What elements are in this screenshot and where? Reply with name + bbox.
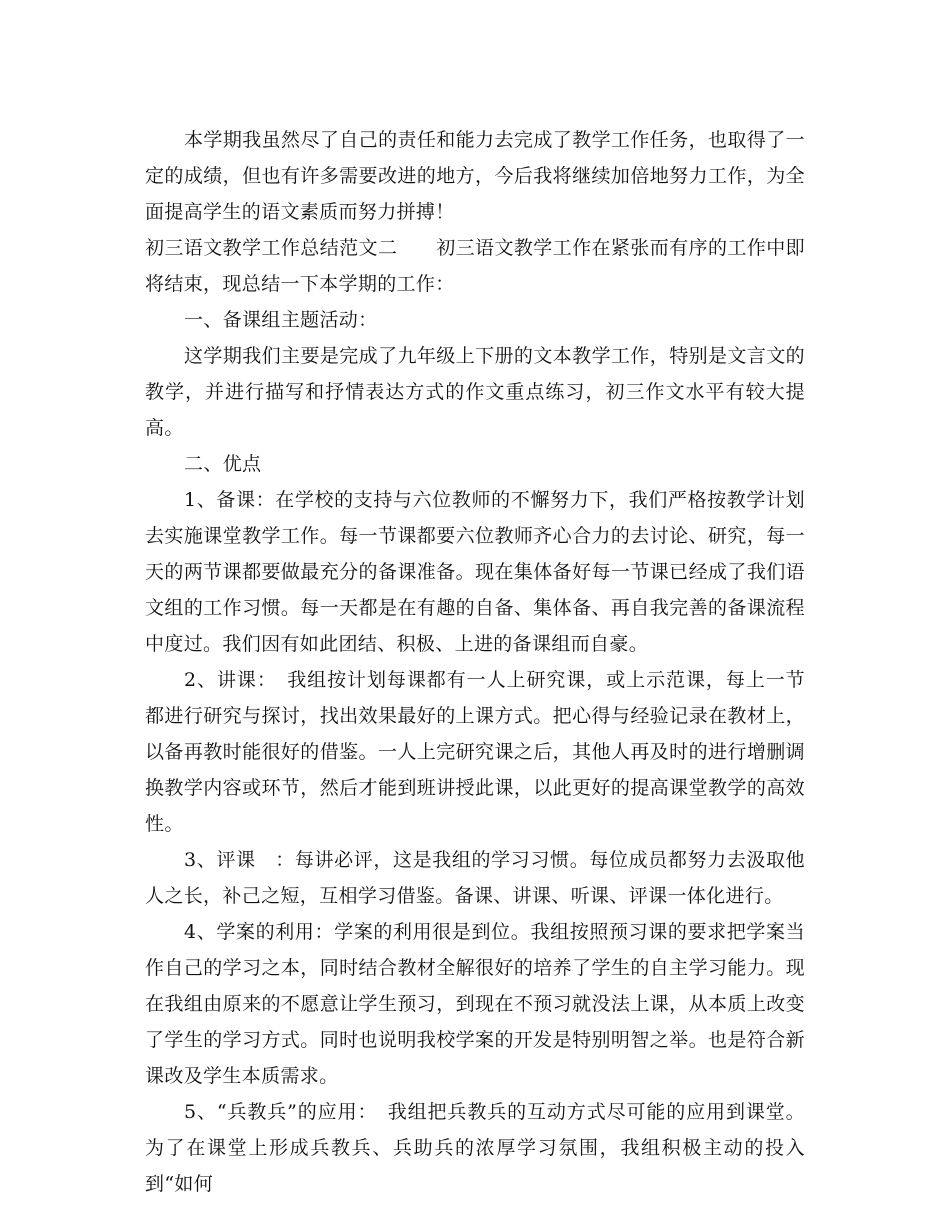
paragraph-lesson-preparation: 1、备课：在学校的支持与六位教师的不懈努力下，我们严格按教学计划去实施课堂教学工作。每一节课都要六位教师齐心合力的去讨论、研究，每一天的两节课都要做最充分的备课准备。现在集体备好每一节课已经成了我们语文组的工作习惯。每一天都是在有趣的自备、集体备、再自我完善的备课流程中度过。我们因有如此团结、积极、上进的备课组而自豪。 [145,489,805,655]
paragraph-lesson-evaluation: 3、评课 ：每讲必评，这是我组的学习习惯。每位成员都努力去汲取他人之长，补己之短，互相学习借鉴。备课、讲课、听课、评课一体化进行。 [145,849,805,907]
paragraph-semester-work: 这学期我们主要是完成了九年级上下册的文本教学工作，特别是文言文的教学，并进行描写和抒情表达方式的作文重点练习，初三作文水平有较大提高。 [145,345,805,439]
paragraph-study-guide-use: 4、学案的利用：学案的利用很是到位。我组按照预习课的要求把学案当作自己的学习之本，同时结合教材全解很好的培养了学生的自主学习能力。现在我组由原来的不愿意让学生预习，到现在不预习就没法上课，从本质上改变了学生的学习方式。同时也说明我校学案的开发是特别明智之举。也是符合新课改及学生本质需求。 [145,921,805,1087]
paragraph-semester-summary: 本学期我虽然尽了自己的责任和能力去完成了教学工作任务，也取得了一定的成绩，但也有许多需要改进的地方，今后我将继续加倍地努力工作，为全面提高学生的语文素质而努力拼搏！ [145,129,805,223]
paragraph-section-title-and-intro: 初三语文教学工作总结范文二 初三语文教学工作在紧张而有序的工作中即将结束，现总结一下本学期的工作： [145,237,805,295]
heading-lesson-prep-activities: 一、备课组主题活动： [184,309,378,331]
paragraph-peer-teaching: 5、“兵教兵”的应用： 我组把兵教兵的互动方式尽可能的应用到课堂。为了在课堂上形成兵教兵、兵助兵的浓厚学习氛围，我组积极主动的投入到“如何 [145,1101,805,1195]
document-page [145,122,805,1202]
heading-strengths: 二、优点 [184,453,262,475]
paragraph-teaching: 2、讲课： 我组按计划每课都有一人上研究课，或上示范课，每上一节都进行研究与探讨，找出效果最好的上课方式。把心得与经验记录在教材上，以备再教时能很好的借鉴。一人上完研究课之后，其他人再及时的进行增删调换教学内容或环节，然后才能到班讲授此课，以此更好的提高课堂教学的高效性。 [145,669,805,835]
